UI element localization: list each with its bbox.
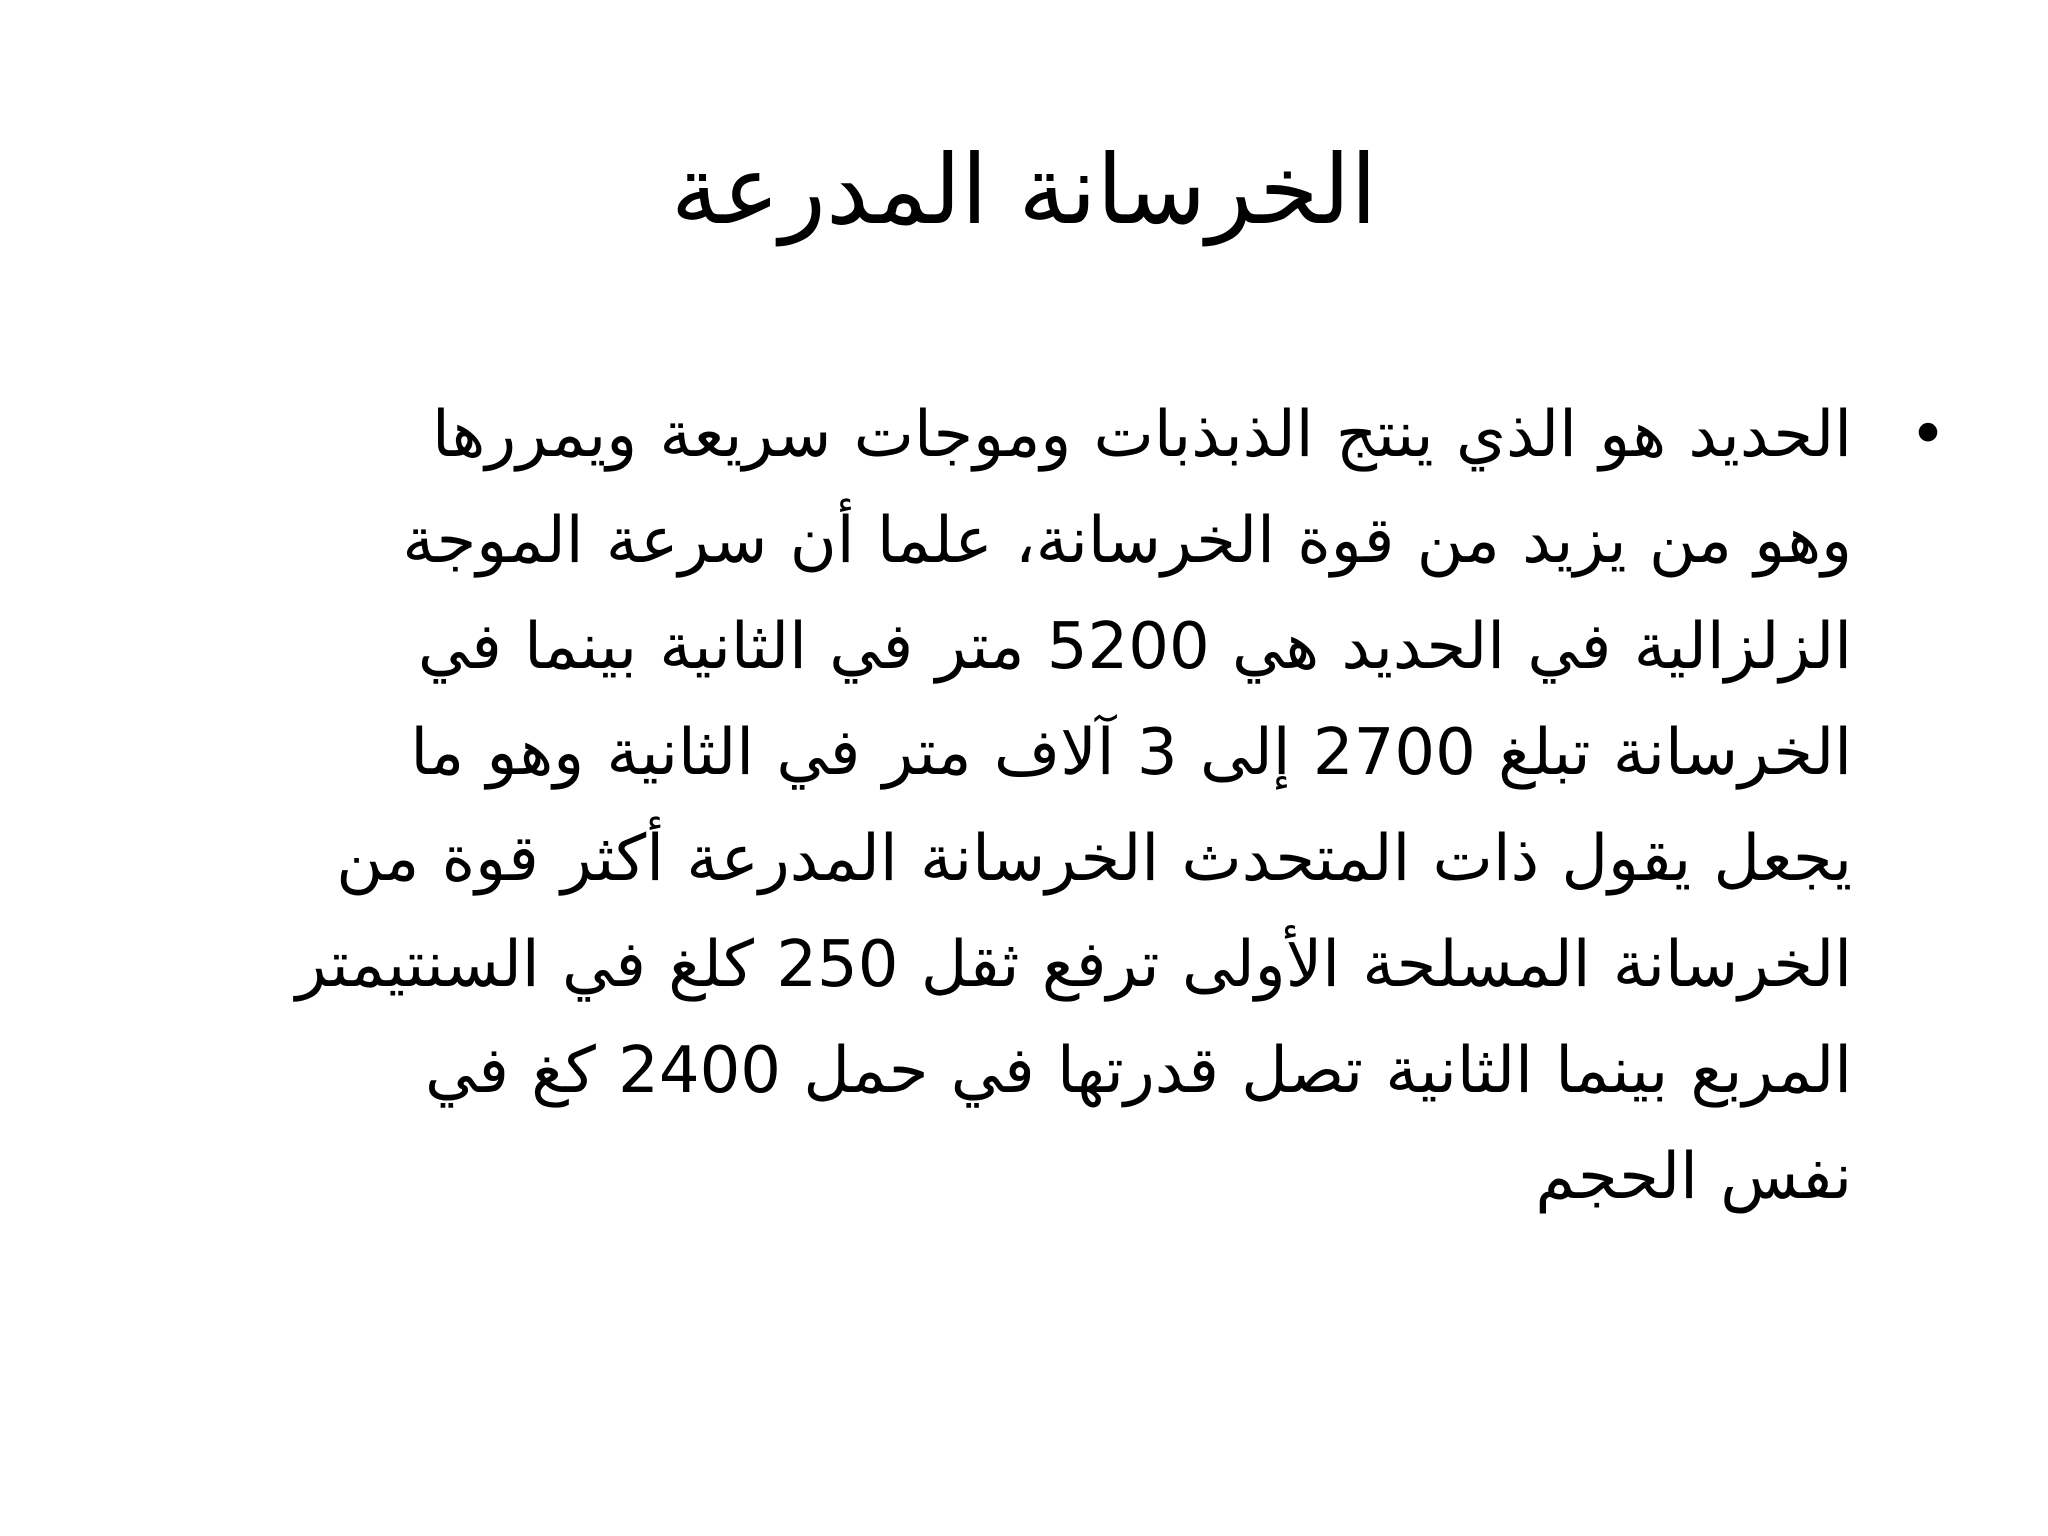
bullet-dot: • [1909, 398, 1947, 472]
bullet-line-3: الزلزالية في الحديد هي 5200 متر في الثانية بينما في [417, 610, 1852, 684]
bullet-line-8: نفس الحجم [1535, 1140, 1852, 1214]
bullet-line-7: المربع بينما الثانية تصل قدرتها في حمل 2400 كغ في [424, 1034, 1852, 1108]
bullet-line-5: يجعل يقول ذات المتحدث الخرسانة المدرعة أكثر قوة من [336, 822, 1852, 896]
bullet-line-4: الخرسانة تبلغ 2700 إلى 3 آلاف متر في الثانية وهو ما [410, 716, 1852, 790]
bullet-line-6: الخرسانة المسلحة الأولى ترفع ثقل 250 كلغ في السنتيمتر [295, 928, 1852, 1002]
slide-title: الخرسانة المدرعة [670, 134, 1378, 246]
bullet-list [108, 382, 1948, 1230]
bullet-text [202, 382, 1852, 1230]
bullet-item [108, 382, 1948, 1230]
bullet-line-2: وهو من يزيد من قوة الخرسانة، علما أن سرعة الموجة [402, 504, 1852, 578]
bullet-line-1: الحديد هو الذي ينتج الذبذبات وموجات سريعة ويمررها [431, 398, 1852, 472]
